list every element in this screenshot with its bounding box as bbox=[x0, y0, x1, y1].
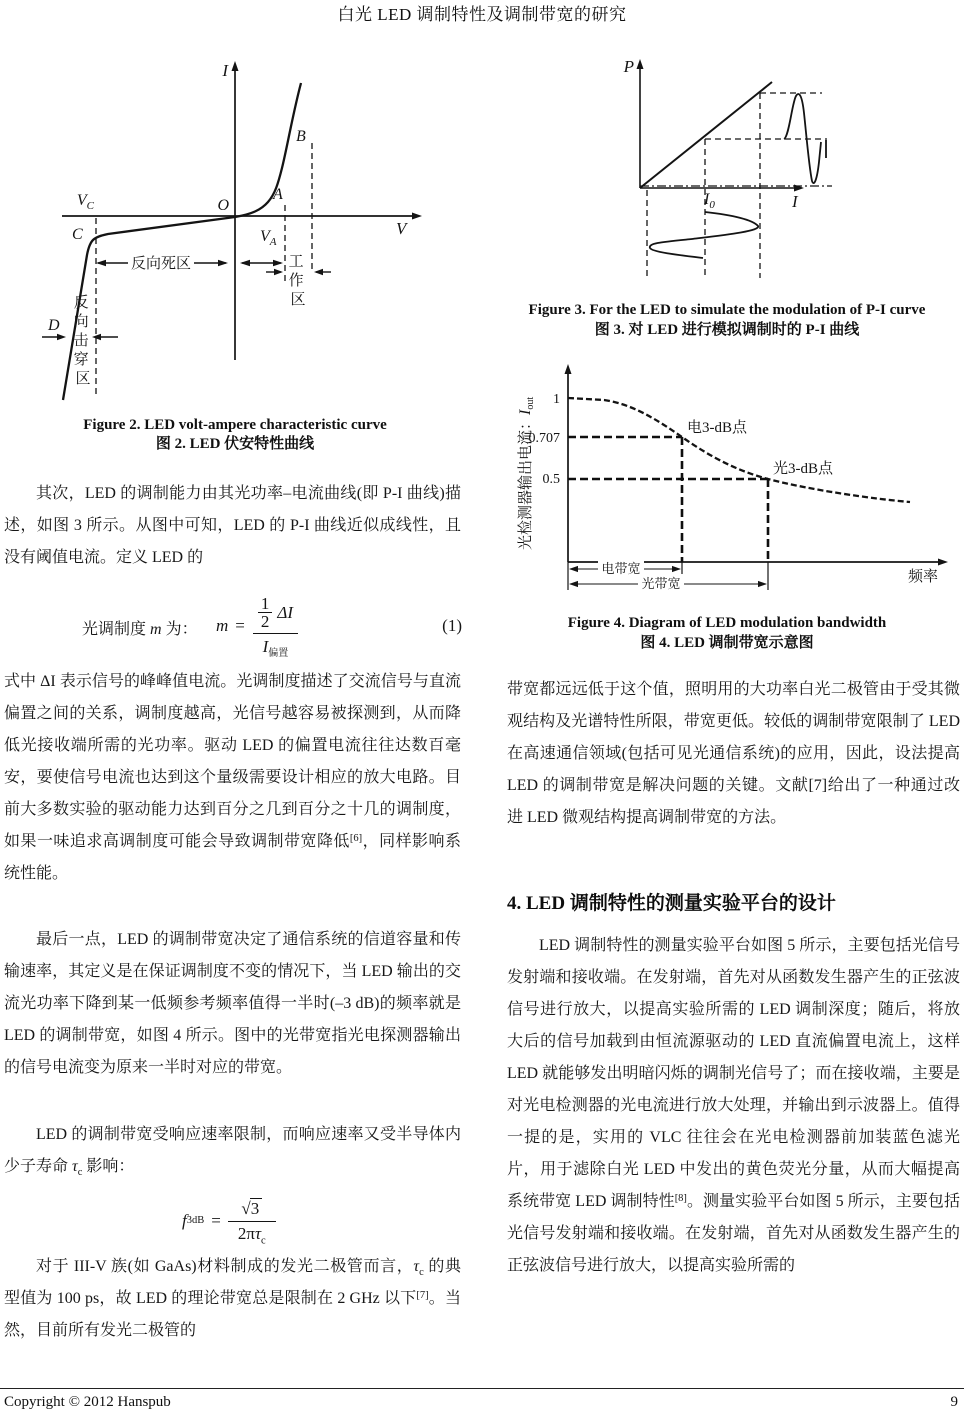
page-title: 白光 LED 调制特性及调制带宽的研究 bbox=[337, 5, 627, 24]
fig2-point-a: A bbox=[273, 186, 283, 203]
figure4-bandwidth-diagram bbox=[500, 358, 960, 604]
left-paragraph-3: 最后一点，LED 的调制带宽决定了通信系统的信道容量和传输速率，其定义是在保证调制度不变的情况下，当 LED 输出的交流光功率下降到某一低频参考频率值得一半时(–3 dB)的频率就是 LED 的调制带宽，如图 4 所示。图中的光带宽指光电探测器输出的信号电流变为原来一半时对应的带宽。 bbox=[4, 931, 461, 1076]
figure4-caption-en: Figure 4. Diagram of LED modulation bandwidth bbox=[567, 615, 887, 631]
fig2-origin-label: O bbox=[217, 197, 229, 214]
section-4-heading: 4. LED 调制特性的测量实验平台的设计 bbox=[507, 893, 836, 914]
fig3-x-axis-label: I bbox=[792, 192, 798, 211]
fig4-tick-05: 0.5 bbox=[542, 472, 560, 487]
fig2-point-b: B bbox=[296, 128, 306, 145]
figure4-caption-zh: 图 4. LED 调制带宽示意图 bbox=[640, 635, 814, 651]
equation-1-number: (1) bbox=[442, 616, 462, 635]
left-paragraph-2: 式中 ΔI 表示信号的峰峰值电流。光调制度描述了交流信号与直流偏置之间的关系，调制度越高，光信号越容易被探测到，从而降低光接收端所需的光功率。驱动 LED 的偏置电流往往达数百毫安，要使信号电流也达到这个量级需要设计相应的放大电路。目前大多数实验的驱动能力达到百分之几到百分之十几的调制度，如果一味追求高调制度可能会导致调制带宽降低[6]，同样影响系统性能。 bbox=[4, 673, 461, 882]
figure2-iv-curve bbox=[30, 55, 470, 405]
fig2-va-label: $V_A$ bbox=[260, 228, 277, 248]
fig3-i0-label: $I_0$ bbox=[704, 191, 715, 211]
fig3-y-axis-label: P bbox=[623, 57, 634, 76]
fig4-optical-3db-label: 光3-dB点 bbox=[773, 461, 834, 477]
fig2-point-c: C bbox=[72, 226, 83, 243]
equation-1-lead: 光调制度 m 为： bbox=[82, 621, 198, 638]
left-paragraph-4: LED 的调制带宽受响应速率限制，而响应速率又受半导体内少子寿命 $\tau_c$ 影响： bbox=[4, 1126, 461, 1179]
label-reverse-dead-zone: 反向死区 bbox=[130, 256, 192, 272]
fig4-electrical-bandwidth-label: 电带宽 bbox=[601, 561, 641, 576]
right-paragraph-2: LED 调制特性的测量实验平台如图 5 所示，主要包括光信号发射端和接收端。在发射端，首先对从函数发生器产生的正弦波信号进行放大，以提高实验所需的 LED 调制深度；随后，将放大后的信号加载到由恒流源驱动的 LED 直流偏置电流上，这样 LED 就能够发出明暗闪烁的调制光信号了；而在接收端，主要是对光电检测器的光电流进行放大处理，并输出到示波器上。值得一提的是，实用的 VLC 往往会在光电检测器前加装蓝色滤光片，用于滤除白光 LED 中发出的黄色荧光分量，从而大幅提高系统带宽 LED 调制特性[8]。测量实验平台如图 5 所示，主要包括光信号发射端和接收端。在发射端，首先对从函数发生器产生的正弦波信号进行放大，以提高实验所需的 bbox=[507, 937, 960, 1274]
fig2-point-d: D bbox=[48, 317, 60, 334]
figure3-pi-curve bbox=[600, 55, 960, 300]
figure3-caption-zh: 图 3. 对 LED 进行模拟调制时的 P-I 曲线 bbox=[594, 322, 860, 338]
equation-1-body: m = 1 2 ΔI $I_{偏置}$ bbox=[216, 584, 299, 668]
fig4-y-axis-label: 光检测器输出电流：$I_{out}$ bbox=[517, 396, 536, 550]
footer-page-number: 9 bbox=[950, 1394, 958, 1410]
label-breakdown-zone: 反 向 击 穿 区 bbox=[73, 295, 91, 387]
fig2-y-axis-label: I bbox=[222, 61, 228, 80]
fig2-vc-label: $V_C$ bbox=[76, 192, 94, 212]
equation-1 bbox=[4, 584, 462, 668]
fig4-tick-0707: 0.707 bbox=[528, 431, 560, 446]
fig4-x-axis-label: 频率 bbox=[908, 569, 939, 585]
left-paragraph-1: 其次，LED 的调制能力由其光功率–电流曲线(即 P-I 曲线)描述，如图 3 所示。从图中可知，LED 的 P-I 曲线近似成线性，且没有阈值电流。定义 LED 的 bbox=[4, 485, 461, 566]
footer-rule bbox=[0, 1388, 964, 1389]
right-paragraph-1: 带宽都远远低于这个值，照明用的大功率白光二极管由于受其微观结构及光谱特性所限，带宽更低。较低的调制带宽限制了 LED 在高速通信领域(包括可见光通信系统)的应用，因此，设法提高 LED 的调制带宽是解决问题的关键。文献[7]给出了一种通过改进 LED 微观结构提高调制带宽的方法。 bbox=[507, 681, 960, 826]
label-working-zone: 工 作 区 bbox=[288, 254, 306, 308]
footer-copyright: Copyright © 2012 Hanspub bbox=[4, 1394, 171, 1410]
fig4-optical-bandwidth-label: 光带宽 bbox=[641, 576, 681, 591]
figure2-caption-zh: 图 2. LED 伏安特性曲线 bbox=[155, 436, 315, 452]
fig2-x-axis-label: V bbox=[396, 219, 407, 238]
fig4-electrical-3db-label: 电3-dB点 bbox=[687, 420, 748, 436]
fig4-tick-1: 1 bbox=[553, 392, 560, 407]
figure2-caption-en: Figure 2. LED volt-ampere characteristic curve bbox=[83, 417, 387, 433]
left-paragraph-5: 对于 III-V 族(如 GaAs)材料制成的发光二极管而言，$\tau_c$ 的典型值为 100 ps，故 LED 的理论带宽总是限制在 2 GHz 以下[7]。当然，目前所有发光二极管的 bbox=[4, 1258, 461, 1339]
equation-2: f 3dB = √ 3 $2\pi\tau_c$ bbox=[4, 1190, 462, 1252]
figure3-caption-en: Figure 3. For the LED to simulate the modulation of P-I curve bbox=[528, 302, 926, 318]
